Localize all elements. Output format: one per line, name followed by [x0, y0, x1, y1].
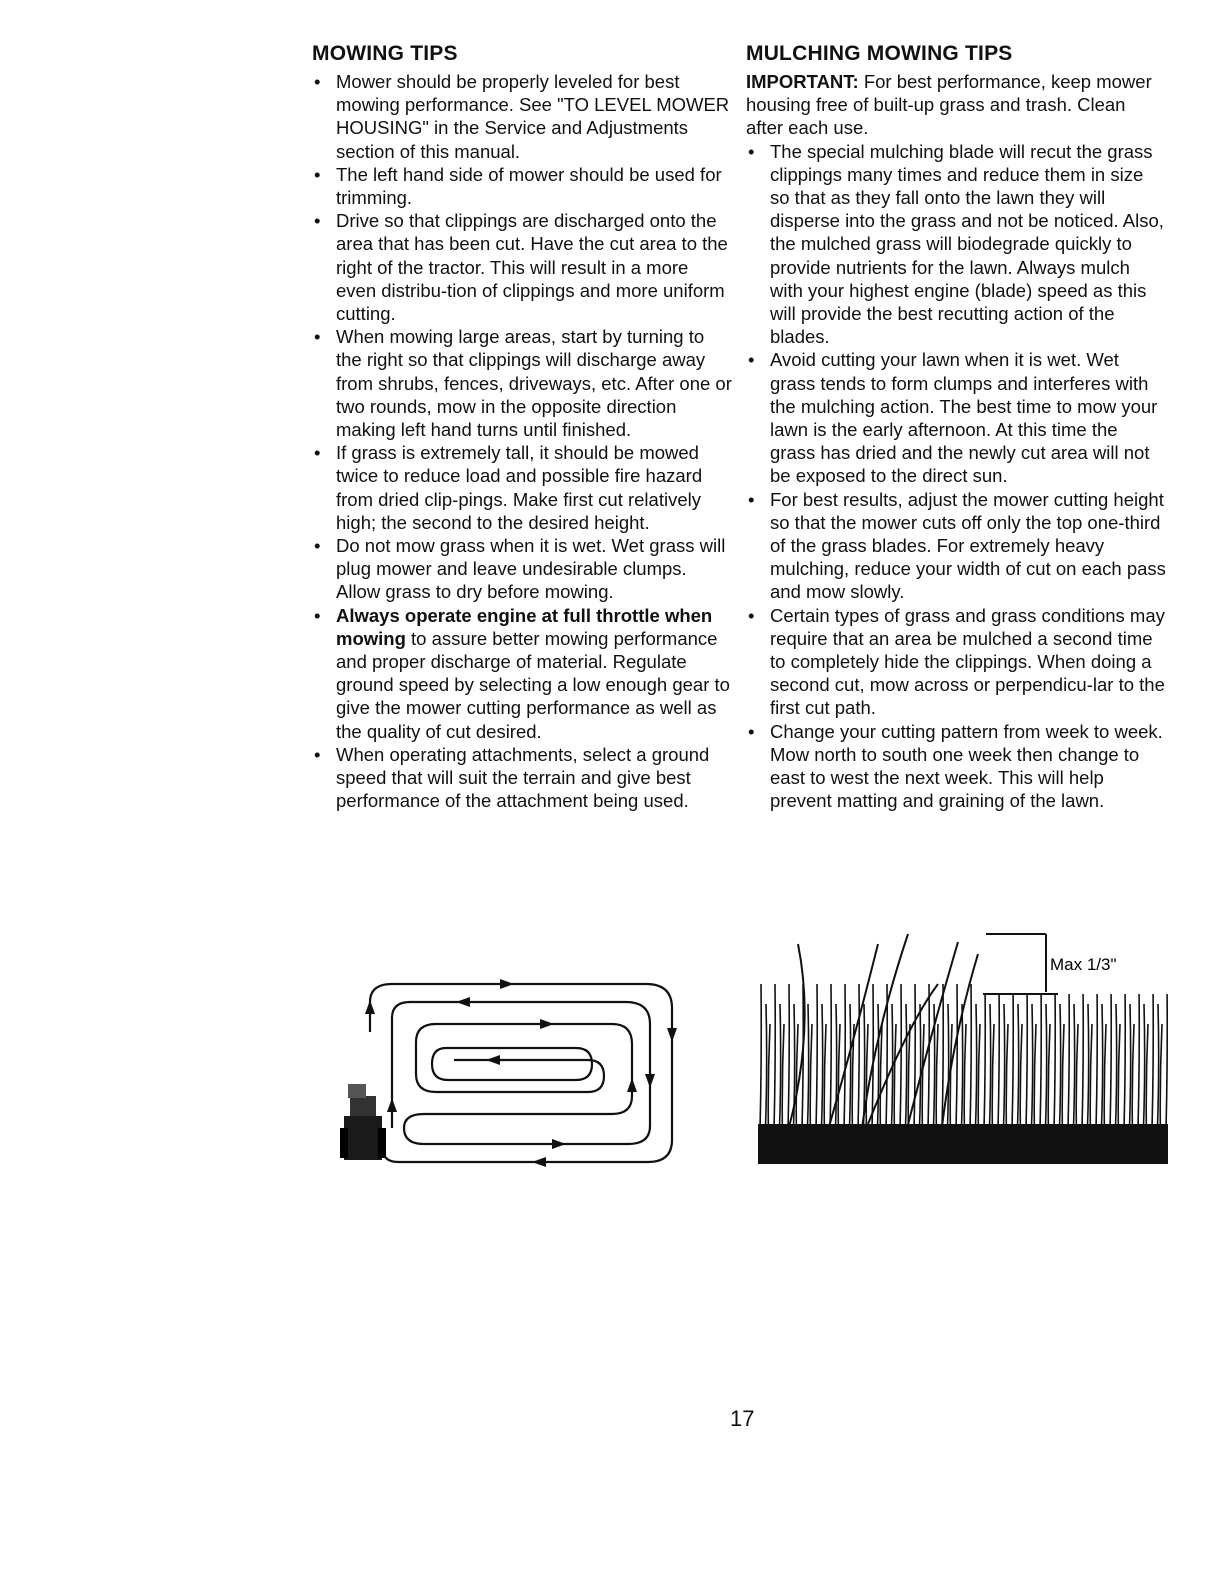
list-item: • Drive so that clippings are discharged onto the area that has been cut. Have the cut area to the right of the tractor. This will result in a more even distribu-tion of clippings and more uniform cutting. [312, 209, 732, 325]
list-item: • Avoid cutting your lawn when it is wet. Wet grass tends to form clumps and interferes with the mulching action. The best time to mow your lawn is the early afternoon. At this time the grass has dried and the newly cut area will not be exposed to the direct sun. [746, 348, 1166, 487]
tractor-icon [340, 1084, 386, 1160]
important-note [746, 70, 1166, 140]
list-item: • Change your cutting pattern from week to week. Mow north to south one week then change to east to west the next week. This will help prevent matting and graining of the lawn. [746, 720, 1166, 813]
grass-height-diagram [758, 924, 1168, 1164]
list-item-full-throttle [312, 604, 732, 743]
list-item: • If grass is extremely tall, it should be mowed twice to reduce load and possible fire hazard from dried clip-pings. Make first cut relatively high; the second to the desired height. [312, 441, 732, 534]
list-item: • Mower should be properly leveled for best mowing performance. See "TO LEVEL MOWER HOUSING" in the Service and Adjustments section of this manual. [312, 70, 732, 163]
mowing-tips-list [312, 70, 732, 813]
list-item: • For best results, adjust the mower cutting height so that the mower cuts off only the top one-third of the grass blades. For extremely heavy mulching, reduce your width of cut on each pass and mow slowly. [746, 488, 1166, 604]
page-number: 17 [730, 1406, 755, 1431]
list-item: • The special mulching blade will recut the grass clippings many times and reduce them in size so that as they fall onto the lawn they will disperse into the grass and not be noticed. Also, the mulched grass will biodegrade quickly to provide nutrients for the lawn. Always mulch with your highest engine (blade) speed as this will provide the best recutting action of the blades. [746, 140, 1166, 349]
mulching-tips-heading: MULCHING MOWING TIPS [746, 42, 1013, 65]
mulching-tips-list [746, 140, 1166, 813]
mowing-pattern-diagram [336, 978, 681, 1168]
list-item: • Do not mow grass when it is wet. Wet grass will plug mower and leave undesirable clumps. Allow grass to dry before mowing. [312, 534, 732, 604]
list-item: • When mowing large areas, start by turning to the right so that clippings will discharge away from shrubs, fences, driveways, etc. After one or two rounds, mow in the opposite direction making left hand turns until finished. [312, 325, 732, 441]
important-text: For best performance, keep mower housing free of built-up grass and trash. Clean after each use. [746, 71, 1152, 139]
full-throttle-text: to assure better mowing performance and proper discharge of material. Regulate ground speed by selecting a low enough gear to give the mower cutting performance as well as the quality of cut desired. [336, 627, 730, 742]
list-item: • Certain types of grass and grass conditions may require that an area be mulched a second time to completely hide the clippings. When doing a second cut, mow across or perpendicu-lar to the first cut path. [746, 604, 1166, 720]
mulching-tips-column [746, 42, 1166, 813]
list-item: • When operating attachments, select a ground speed that will suit the terrain and give best performance of the attachment being used. [312, 743, 732, 813]
mowing-tips-column [312, 42, 732, 813]
full-throttle-emphasis: Always operate engine at full throttle when mowing [336, 604, 713, 649]
important-label: IMPORTANT: [746, 71, 859, 92]
mowing-tips-heading: MOWING TIPS [312, 42, 458, 65]
list-item: • The left hand side of mower should be used for trimming. [312, 163, 732, 209]
max-height-label: Max 1/3" [1050, 955, 1117, 974]
